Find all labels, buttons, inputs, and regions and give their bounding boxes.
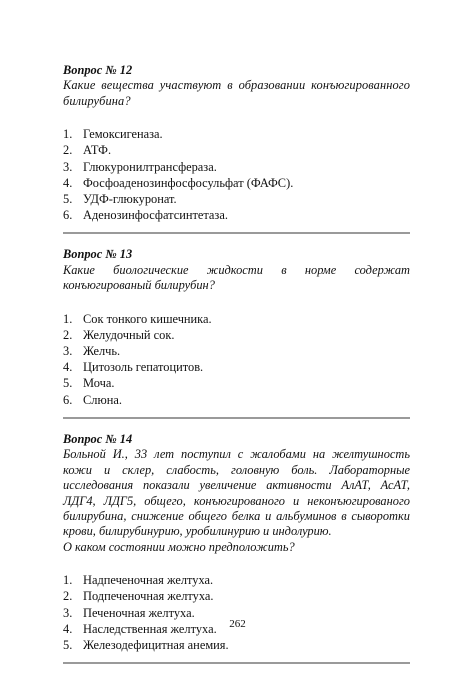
option-label: Цитозоль гепатоцитов. bbox=[83, 360, 204, 375]
page-number: 262 bbox=[229, 618, 246, 630]
option-number: 4. bbox=[63, 360, 73, 375]
option-number: 3. bbox=[63, 605, 73, 620]
option-label: Железодефицитная анемия. bbox=[83, 637, 229, 652]
option-number: 6. bbox=[63, 208, 73, 223]
option-label: Моча. bbox=[83, 376, 115, 391]
option-number: 4. bbox=[63, 175, 73, 190]
option-label: Подпеченочная желтуха. bbox=[83, 589, 214, 604]
option-label: УДФ-глюкуронат. bbox=[83, 192, 177, 207]
option-number: 5. bbox=[63, 376, 73, 391]
question-title: Вопрос № 12 bbox=[63, 63, 133, 77]
answer-option bbox=[63, 327, 410, 343]
option-label: Печеночная желтуха. bbox=[83, 605, 195, 620]
answer-option bbox=[63, 375, 410, 391]
answer-option bbox=[63, 637, 410, 653]
question-prompt: О каком состоянии можно предположить? bbox=[63, 539, 295, 554]
option-number: 2. bbox=[63, 327, 73, 342]
option-label: Аденозинфосфатсинтетаза. bbox=[83, 208, 228, 223]
answer-option bbox=[63, 392, 410, 408]
answer-options bbox=[63, 126, 410, 223]
answer-option bbox=[63, 311, 410, 327]
option-number: 6. bbox=[63, 392, 73, 407]
answer-option bbox=[63, 572, 410, 588]
option-label: Гемоксигеназа. bbox=[83, 127, 163, 142]
option-number: 4. bbox=[63, 621, 73, 636]
page-content bbox=[63, 63, 410, 677]
answer-options bbox=[63, 311, 410, 408]
section-divider bbox=[63, 662, 410, 664]
option-label: Глюкуронилтрансфераза. bbox=[83, 159, 217, 174]
question-title: Вопрос № 13 bbox=[63, 247, 133, 262]
option-label: Наследственная желтуха. bbox=[83, 621, 217, 636]
option-label: АТФ. bbox=[83, 143, 112, 158]
answer-option bbox=[63, 175, 410, 191]
question-13 bbox=[63, 247, 410, 407]
option-label: Слюна. bbox=[83, 392, 122, 407]
question-12 bbox=[63, 63, 410, 223]
section-divider bbox=[63, 417, 410, 419]
option-number: 1. bbox=[63, 127, 73, 142]
answer-option bbox=[63, 207, 410, 223]
option-number: 2. bbox=[63, 143, 73, 158]
question-text: Какие биологические жидкости в норме содержат конъюгированый билирубин? bbox=[63, 262, 410, 293]
option-number: 5. bbox=[63, 192, 73, 207]
answer-options bbox=[63, 572, 410, 653]
answer-option bbox=[63, 359, 410, 375]
option-label: Желудочный сок. bbox=[83, 327, 175, 342]
answer-option bbox=[63, 343, 410, 359]
option-label: Сок тонкого кишечника. bbox=[83, 311, 212, 326]
answer-option bbox=[63, 159, 410, 175]
option-number: 5. bbox=[63, 637, 73, 652]
option-number: 3. bbox=[63, 344, 73, 359]
option-label: Желчь. bbox=[83, 344, 121, 359]
section-divider bbox=[63, 232, 410, 234]
option-number: 1. bbox=[63, 573, 73, 588]
option-label: Надпеченочная желтуха. bbox=[83, 573, 214, 588]
question-text: Какие вещества участвуют в образовании конъюгированного билирубина? bbox=[63, 78, 410, 108]
answer-option bbox=[63, 126, 410, 142]
option-number: 2. bbox=[63, 589, 73, 604]
question-text: Больной И., 33 лет поступил с жалобами на желтушность кожи и склер, слабость, головную боль. Лабораторные исследования показали увеличение активности АлАТ, АсАТ, ЛДГ4, ЛДГ5, общего, конъюгированого и неконъюгированого билирубина, снижение общего белка и альбуминов в сыворотки крови, билирубинурию, уробилинурию и индолурию. bbox=[63, 447, 410, 539]
answer-option bbox=[63, 191, 410, 207]
answer-option bbox=[63, 142, 410, 158]
answer-option bbox=[63, 588, 410, 604]
question-title: Вопрос № 14 bbox=[63, 431, 133, 446]
option-label: Фосфоаденозинфосфосульфат (ФАФС). bbox=[83, 175, 294, 190]
option-number: 1. bbox=[63, 311, 73, 326]
option-number: 3. bbox=[63, 159, 73, 174]
